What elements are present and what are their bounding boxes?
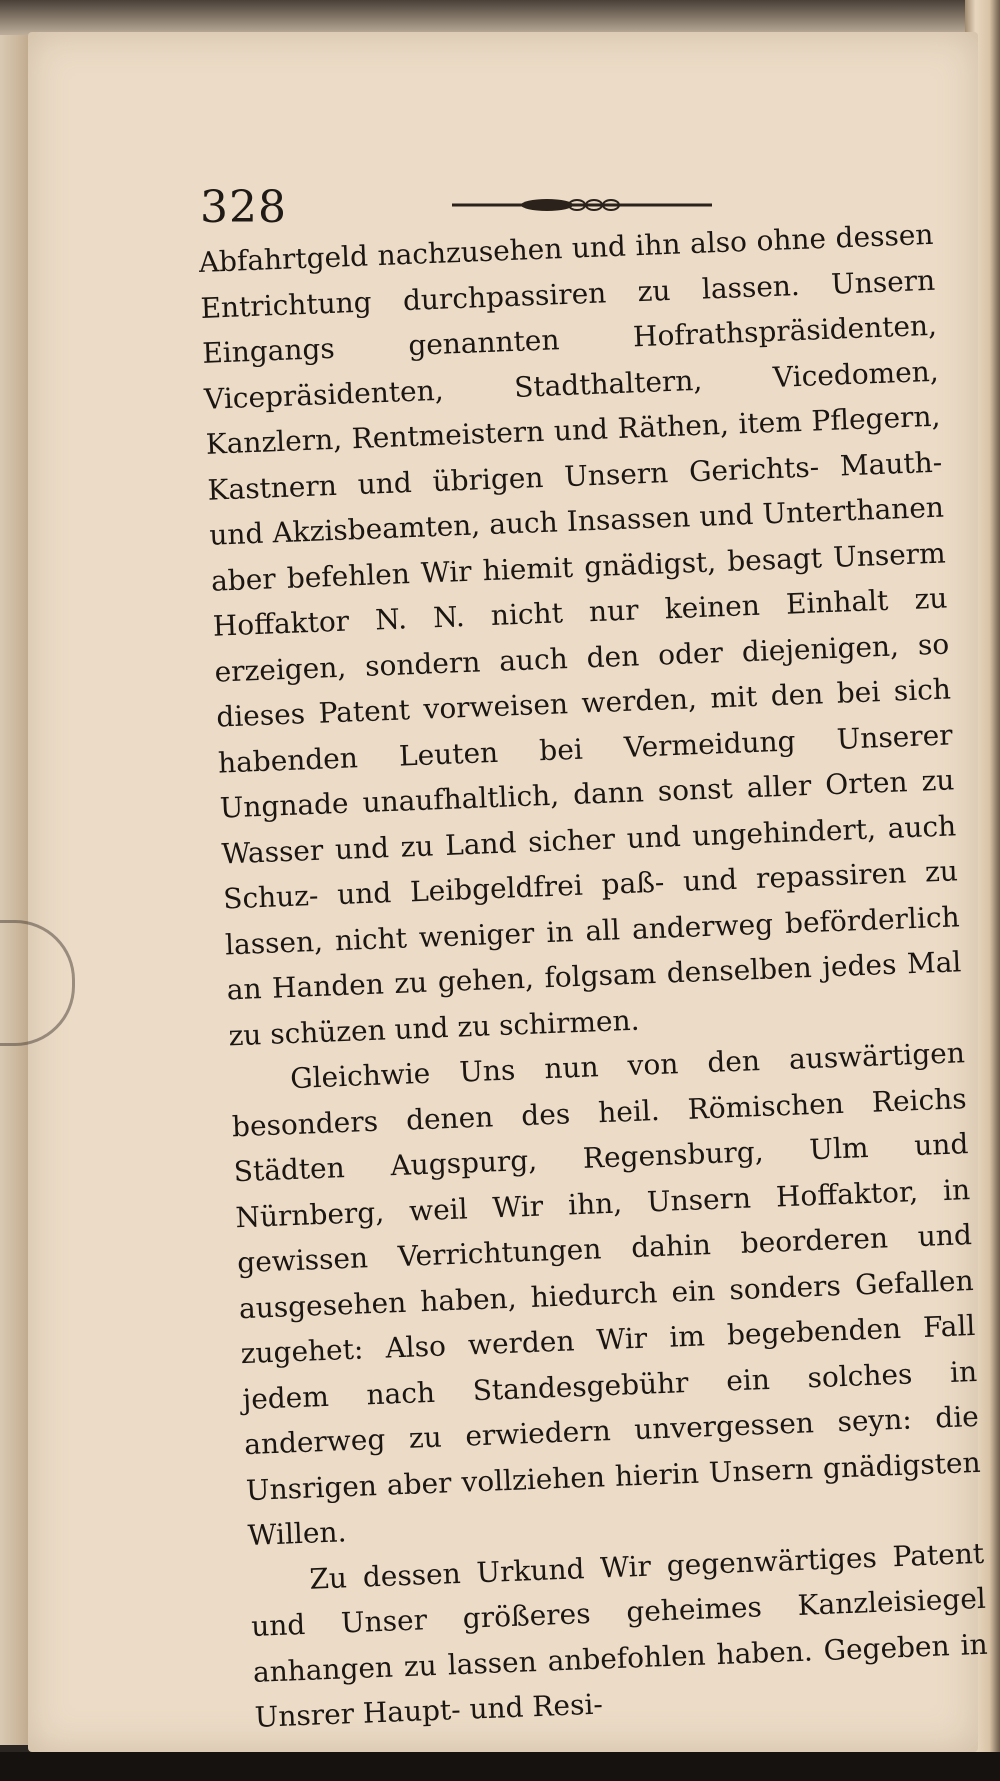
header-ornament	[452, 195, 712, 215]
page-number: 328	[200, 182, 287, 233]
paragraph: Zu dessen Urkund Wir gegenwärtiges Patent und Unser größeres geheimes Kanzleisiegel anhangen zu lassen anbefohlen haben. Gegeben in Unsrer Haupt- und Resi-	[250, 1536, 989, 1734]
paragraph: Gleichwie Uns nun von den auswärtigen besonders denen des heil. Römischen Reichs Städten Augspurg, Regensburg, Ulm und Nürnberg, weil Wir ihn, Unsern Hoffaktor, in gewissen Verrichtungen dahin beorderen und ausgesehen haben, hiedurch ein sonders Gefallen zugehet: Also werden Wir im begebenden Fall jedem nach Standesgebühr ein solches in anderweg zu erwiedern unvergessen seyn: die Unsrigen aber vollziehen hierin Unsern gnädigsten Willen.	[231, 1036, 982, 1553]
scan-bottom-border	[0, 1752, 1000, 1781]
book-spine-edge	[0, 35, 30, 1745]
paragraph: Abfahrtgeld nachzusehen und ihn also ohne dessen Entrichtung durchpassiren zu lassen. Unsern Eingangs genannten Hofrathspräsidenten, Vicepräsidenten, Stadthaltern, Vicedomen, Kanzlern, Rentmeistern und Räthen, item Pflegern, Kastnern und übrigen Unsern Gerichts- Mauth- und Akzisbeamten, auch Insassen und Unterthanen aber befehlen Wir hiemit gnädigst, besagt Unserm Hoffaktor N. N. nicht nur keinen Einhalt zu erzeigen, sondern auch den oder diejenigen, so dieses Patent vorweisen werden, mit den bei sich habenden Leuten bei Vermeidung Unserer Ungnade unaufhaltlich, dann sonst aller Orten zu Wasser und zu Land sicher und ungehindert, auch Schuz- und Leibgeldfrei paß- und repassiren zu lassen, nicht weniger in all anderweg beförderlich an Handen zu gehen, folgsam denselben jedes Mal zu schüzen und zu schirmen.	[198, 217, 962, 1052]
body-text	[198, 212, 990, 1741]
